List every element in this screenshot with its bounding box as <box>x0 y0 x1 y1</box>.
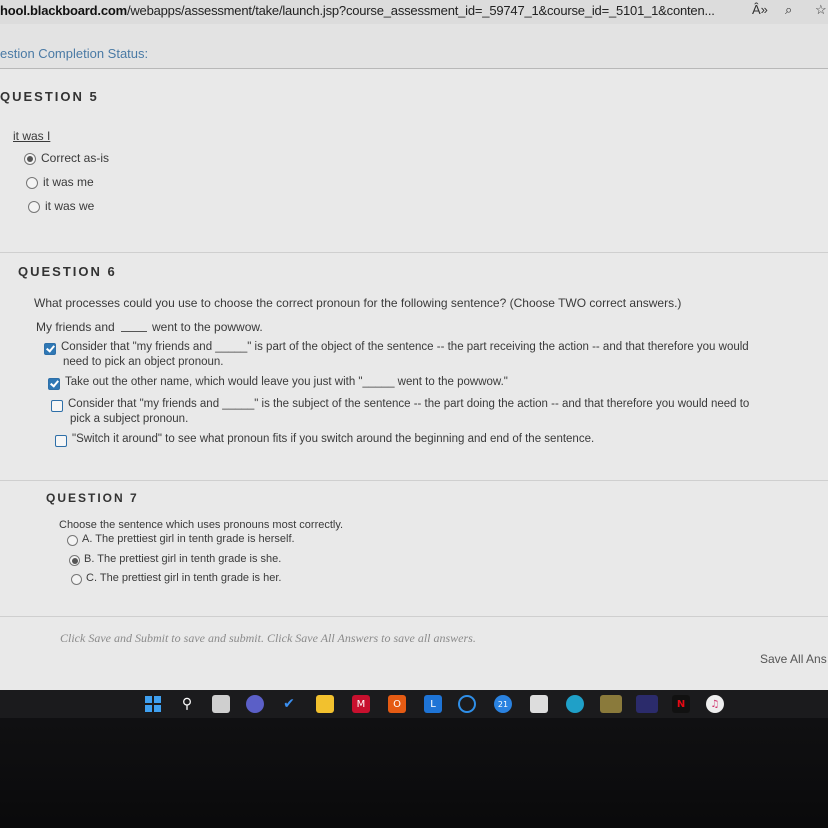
question-5-option-2-label[interactable]: it was me <box>43 175 94 189</box>
question-7-option-c-radio[interactable] <box>71 574 82 585</box>
question-6-option-3-label-cont: pick a subject pronoun. <box>70 413 189 425</box>
submit-instructions: Click Save and Submit to save and submit. Click Save All Answers to save all answers. <box>60 631 476 645</box>
question-6-option-4-label[interactable]: "Switch it around" to see what pronoun fits if you switch around the beginning and end of the sentence. <box>72 433 595 445</box>
search-icon[interactable]: ⚲ <box>181 696 193 712</box>
lens-icon[interactable]: L <box>424 695 442 713</box>
question-6-sentence-end: went to the powwow. <box>152 320 263 334</box>
completion-status-label: estion Completion Status: <box>0 46 149 61</box>
itunes-icon[interactable]: ♫ <box>706 695 724 713</box>
notification-badge: 21 <box>497 699 509 709</box>
question-6-option-2-label[interactable]: Take out the other name, which would leave you just with "_____ went to the powwow." <box>65 376 508 388</box>
laptop-app-icon[interactable] <box>636 695 658 713</box>
question-6-prompt: What processes could you use to choose the correct pronoun for the following sentence? (Choose TWO correct answers.) <box>34 296 682 310</box>
question-6-option-1-label[interactable]: Consider that "my friends and _____" is part of the object of the sentence -- the part receiving the action -- and that therefore you would <box>61 341 749 353</box>
question-7-option-b-label[interactable]: B. The prettiest girl in tenth grade is she. <box>84 553 282 565</box>
zoom-icon[interactable]: ⌕ <box>785 2 793 17</box>
question-6-option-3-checkbox[interactable] <box>51 400 63 412</box>
question-7-prompt: Choose the sentence which uses pronouns most correctly. <box>59 519 344 531</box>
question-6-option-1-label-cont: need to pick an object pronoun. <box>63 356 224 368</box>
question-5-option-1-label[interactable]: Correct as-is <box>41 151 110 165</box>
question-7-option-b-radio[interactable] <box>69 555 80 566</box>
office-icon[interactable]: O <box>388 695 406 713</box>
divider <box>0 252 828 253</box>
file-explorer-icon[interactable] <box>316 695 334 713</box>
question-6-option-2-checkbox[interactable] <box>48 378 60 390</box>
question-6-sentence-start: My friends and <box>36 320 115 334</box>
completion-status-bar <box>0 24 828 69</box>
url-path: /webapps/assessment/take/launch.jsp?course_assessment_id=_59747_1&course_id=_5101_1&conten... <box>126 3 715 18</box>
task-view-icon[interactable] <box>212 695 230 713</box>
calendar-icon[interactable] <box>530 695 548 713</box>
laptop-bezel <box>0 718 828 828</box>
question-6-title: QUESTION 6 <box>18 264 117 279</box>
question-5-option-3-label[interactable]: it was we <box>45 199 95 213</box>
question-5-option-3-radio[interactable] <box>28 201 40 213</box>
question-7-option-c-label[interactable]: C. The prettiest girl in tenth grade is her. <box>86 572 282 584</box>
question-7-title: QUESTION 7 <box>46 491 139 505</box>
circle-app-icon[interactable] <box>458 695 476 713</box>
address-bar[interactable] <box>0 0 828 24</box>
star-icon[interactable]: ☆ <box>815 2 827 17</box>
netflix-icon[interactable]: N <box>672 695 690 713</box>
question-5-title: QUESTION 5 <box>0 89 99 104</box>
question-7-option-a-radio[interactable] <box>67 535 78 546</box>
question-5-prompt: it was I <box>13 129 51 143</box>
url-text[interactable] <box>0 3 715 18</box>
assessment-page <box>0 24 828 690</box>
divider <box>0 616 828 617</box>
question-5-option-2-radio[interactable] <box>26 177 38 189</box>
notification-app-icon[interactable] <box>494 695 512 713</box>
read-aloud-icon[interactable]: Â» <box>752 2 768 17</box>
save-all-answers-button[interactable]: Save All Ans <box>760 652 827 666</box>
mcafee-icon[interactable]: M <box>352 695 370 713</box>
question-6-option-3-label[interactable]: Consider that "my friends and _____" is the subject of the sentence -- the part doing the action -- and that therefore you would need to <box>68 398 750 410</box>
taskbar <box>0 690 828 718</box>
question-6-option-4-checkbox[interactable] <box>55 435 67 447</box>
question-5-option-1-radio[interactable] <box>24 153 36 165</box>
todo-icon[interactable]: ✔ <box>283 696 295 712</box>
url-host: hool.blackboard.com <box>0 3 127 18</box>
edge-icon[interactable] <box>566 695 584 713</box>
question-6-option-1-checkbox[interactable] <box>44 343 56 355</box>
windows-start-icon[interactable] <box>144 695 162 713</box>
app-icon[interactable] <box>600 695 622 713</box>
question-6-blank <box>121 331 147 332</box>
chat-icon[interactable] <box>246 695 264 713</box>
question-7-option-a-label[interactable]: A. The prettiest girl in tenth grade is herself. <box>82 533 295 545</box>
divider <box>0 480 828 481</box>
